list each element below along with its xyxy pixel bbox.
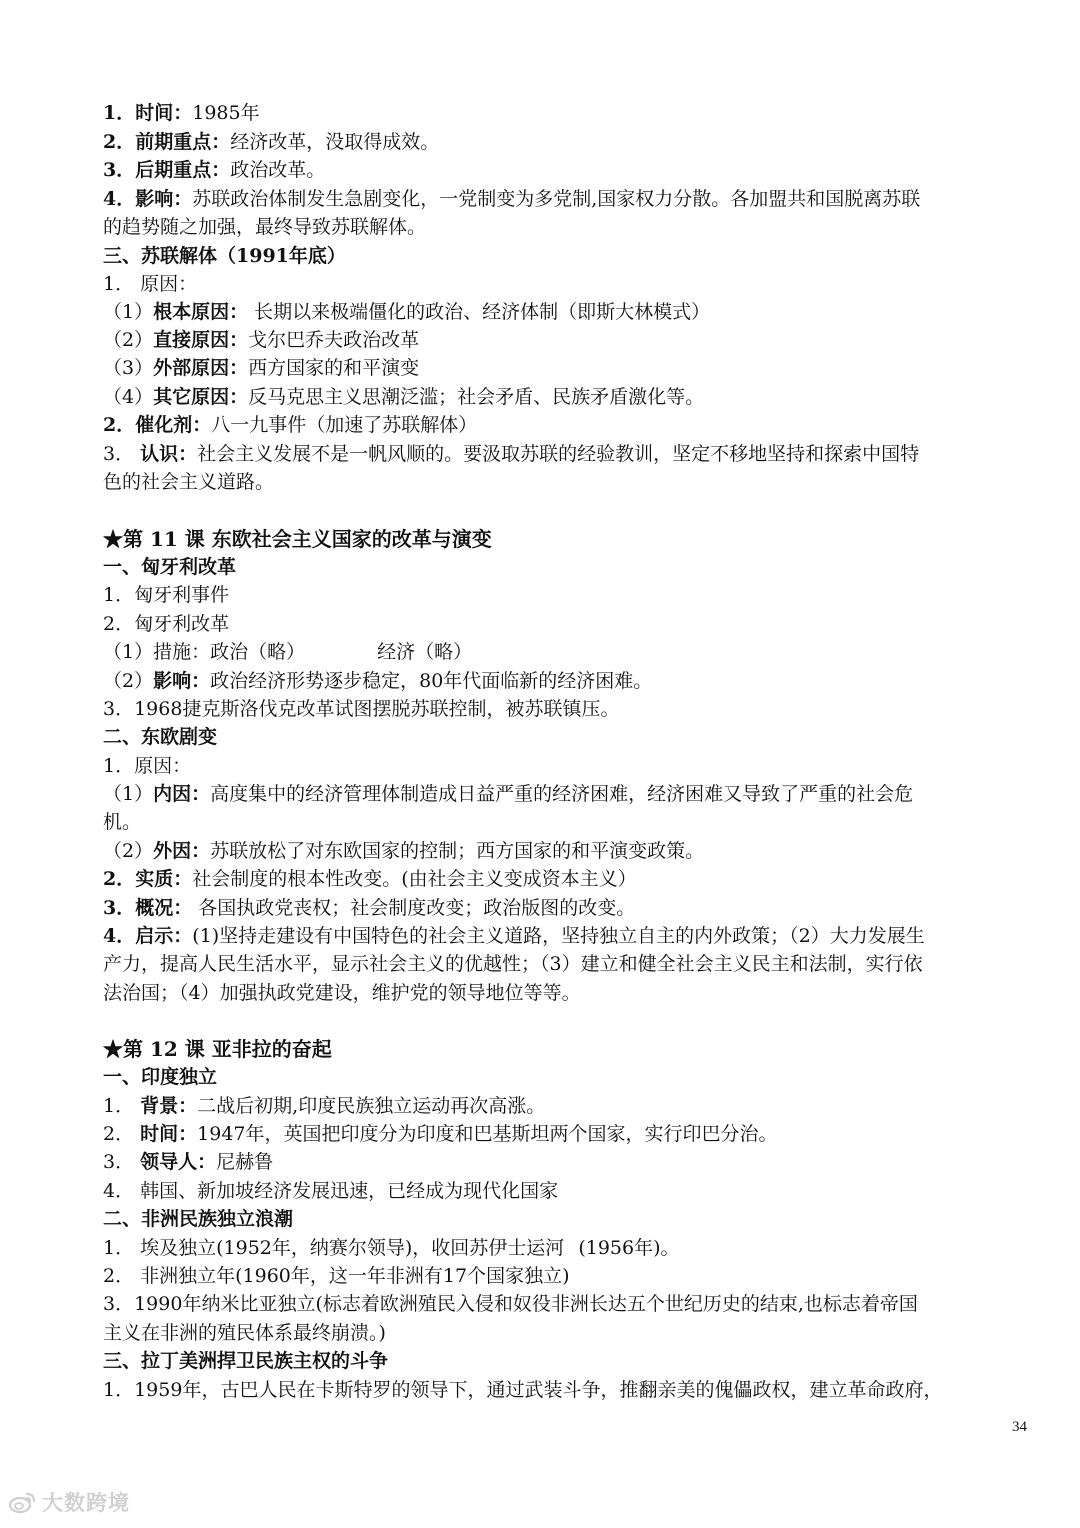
text-line: 4．影响：苏联政治体制发生急剧变化，一党制变为多党制,国家权力分散。各加盟共和国脱离苏联: [103, 188, 921, 210]
weibo-logo-icon: [8, 1490, 38, 1514]
text-line: 3． 认识：社会主义发展不是一帆风顺的。要汲取苏联的经验教训，坚定不移地坚持和探索中国特: [103, 443, 920, 465]
text-line: 2．匈牙利改革: [103, 613, 230, 635]
text-line: 4．启示：(1)坚持走建设有中国特色的社会主义道路，坚持独立自主的内外政策；（2）大力发展生: [103, 925, 925, 947]
text-line: 产力，提高人民生活水平，显示社会主义的优越性；（3）建立和健全社会主义民主和法制，实行依: [103, 953, 923, 975]
text-line: 法治国；（4）加强执政党建设，维护党的领导地位等等。: [103, 982, 581, 1004]
text-line: （1）根本原因： 长期以来极端僵化的政治、经济体制（即斯大林模式）: [103, 301, 711, 323]
watermark: [8, 1489, 130, 1515]
text-line: 1．原因：: [103, 755, 192, 777]
text-line: 1． 背景：二战后初期,印度民族独立运动再次高涨。: [103, 1095, 546, 1117]
section-heading: 二、非洲民族独立浪潮: [103, 1208, 294, 1230]
text-line: 2． 时间：1947年，英国把印度分为印度和巴基斯坦两个国家，实行印巴分治。: [103, 1123, 778, 1145]
text-line: （3）外部原因：西方国家的和平演变: [103, 357, 420, 379]
text-line: 2．催化剂：八一九事件（加速了苏联解体）: [103, 414, 478, 436]
text-line: （2）外因：苏联放松了对东欧国家的控制；西方国家的和平演变政策。: [103, 840, 705, 862]
text-line: （2）影响：政治经济形势逐步稳定，80年代面临新的经济困难。: [103, 670, 653, 692]
text-line: （4）其它原因：反马克思主义思潮泛滥；社会矛盾、民族矛盾激化等。: [103, 386, 705, 408]
text-line: 3．1990年纳米比亚独立(标志着欧洲殖民入侵和奴役非洲长达五个世纪历史的结束,也标志着帝国: [103, 1293, 918, 1315]
text-line: 3．后期重点：政治改革。: [103, 159, 326, 181]
text-line: （2）直接原因：戈尔巴乔夫政治改革: [103, 329, 420, 351]
text-line: 1． 埃及独立(1952年，纳赛尔领导)，收回苏伊士运河 (1956年)。: [103, 1237, 680, 1259]
text-line: 主义在非洲的殖民体系最终崩溃。): [103, 1322, 386, 1344]
watermark-text: 大数跨境: [42, 1491, 130, 1515]
text-line: 2．前期重点：经济改革，没取得成效。: [103, 131, 440, 153]
text-line: 3．1968捷克斯洛伐克改革试图摆脱苏联控制，被苏联镇压。: [103, 698, 620, 720]
text-line: 1．时间：1985年: [103, 102, 260, 124]
section-heading: 一、印度独立: [103, 1066, 218, 1088]
text-line: 机。: [103, 811, 142, 833]
section-heading: 三、拉丁美洲捍卫民族主权的斗争: [103, 1350, 389, 1372]
text-line: 1． 原因：: [103, 273, 198, 295]
section-heading: 三、苏联解体（1991年底）: [103, 245, 346, 267]
text-line: 4． 韩国、新加坡经济发展迅速，已经成为现代化国家: [103, 1180, 559, 1202]
text-line: 2． 非洲独立年(1960年，这一年非洲有17个国家独立): [103, 1265, 570, 1287]
text-line: 2．实质：社会制度的根本性改变。(由社会主义变成资本主义）: [103, 868, 637, 890]
text-line: （1）措施：政治（略） 经济（略）: [103, 641, 473, 663]
text-line: 色的社会主义道路。: [103, 471, 275, 493]
text-line: 1．匈牙利事件: [103, 584, 230, 606]
section-heading: 一、匈牙利改革: [103, 556, 237, 578]
text-line: 3．概况： 各国执政党丧权；社会制度改变；政治版图的改变。: [103, 897, 636, 919]
section-heading: 二、东欧剧变: [103, 726, 218, 748]
text-line: 的趋势随之加强，最终导致苏联解体。: [103, 216, 427, 238]
text-line: 3． 领导人：尼赫鲁: [103, 1151, 274, 1173]
page-number: 34: [1012, 1419, 1027, 1435]
text-line: （1）内因：高度集中的经济管理体制造成日益严重的经济困难，经济困难又导致了严重的社会危: [103, 783, 914, 805]
lesson-title: ★第 11 课 东欧社会主义国家的改革与演变: [103, 527, 492, 551]
text-line: 1．1959年，古巴人民在卡斯特罗的领导下，通过武装斗争，推翻亲美的傀儡政权，建立革命政府，: [103, 1379, 943, 1401]
lesson-title: ★第 12 课 亚非拉的奋起: [103, 1037, 332, 1061]
